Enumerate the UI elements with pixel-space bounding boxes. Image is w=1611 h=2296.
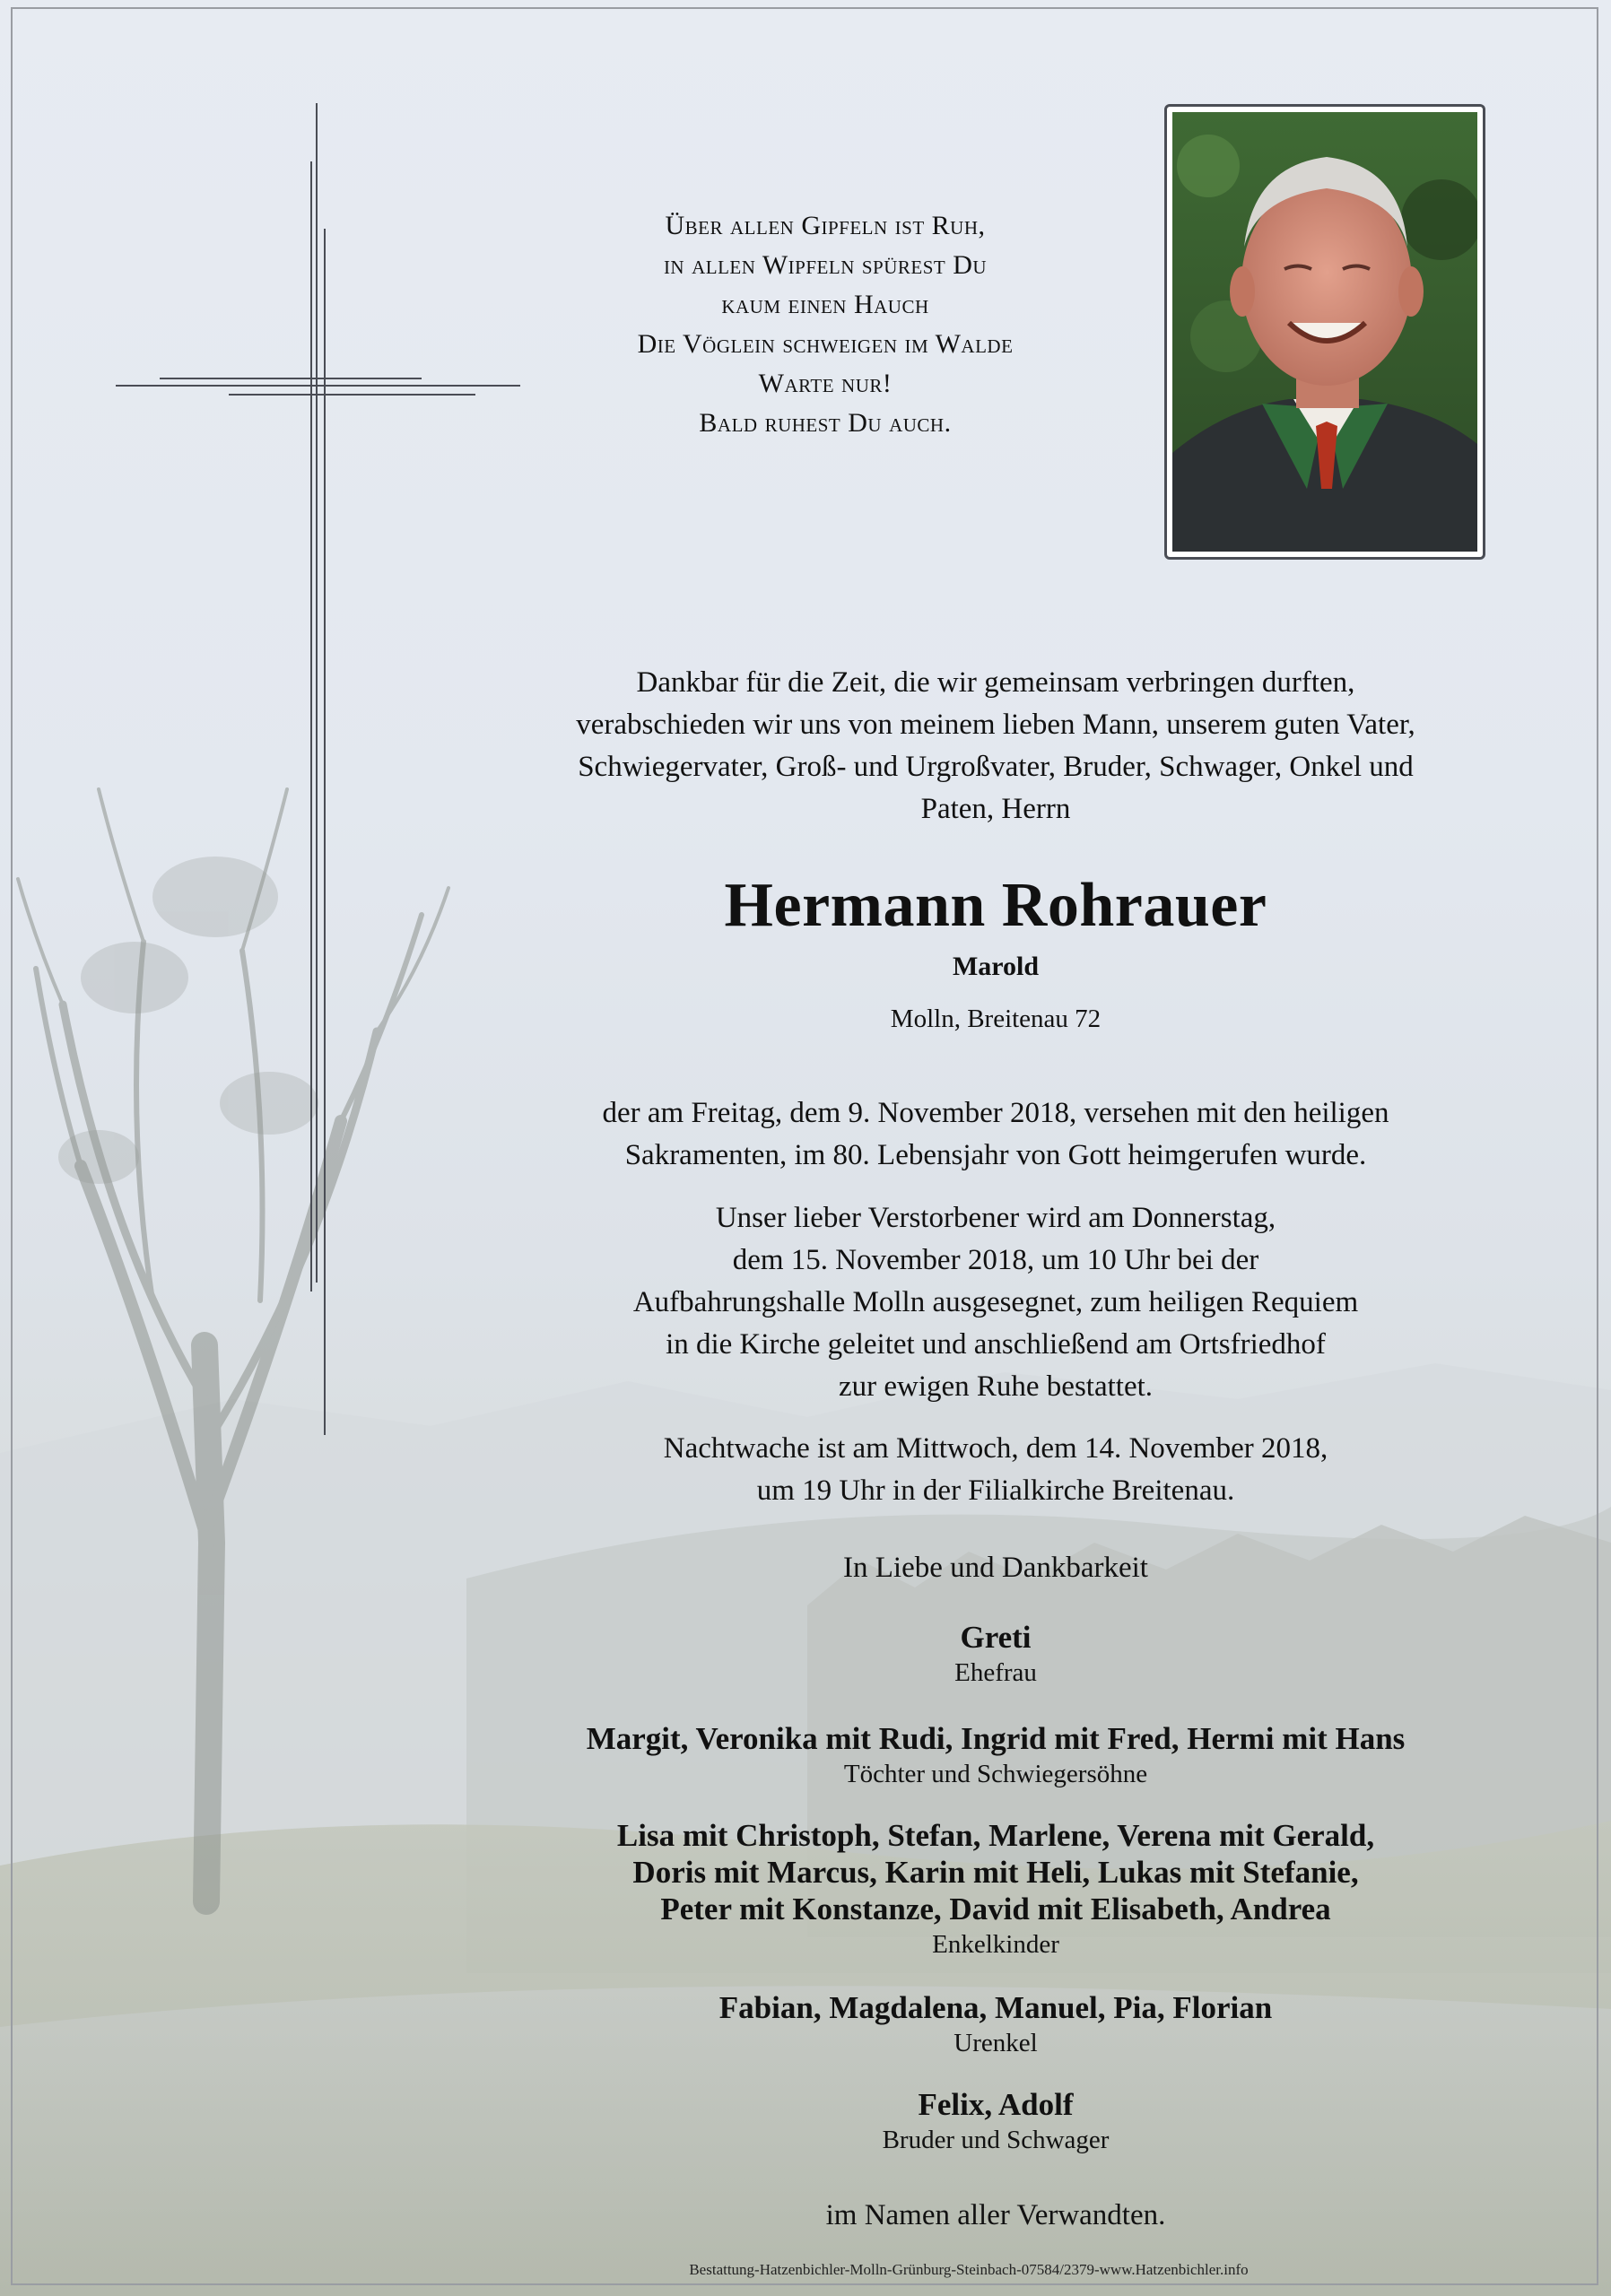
- family-group-siblings: [413, 2086, 1579, 2157]
- intro-line: Schwiegervater, Groß- und Urgroßvater, Bruder, Schwager, Onkel und: [578, 751, 1414, 783]
- deceased-address: Molln, Breitenau 72: [890, 1004, 1102, 1033]
- deceased-nickname: Marold: [952, 952, 1040, 981]
- family-group-great-grandchildren: [413, 1989, 1579, 2060]
- family-relation: Enkelkinder: [932, 1930, 1059, 1959]
- death-notice: [413, 1092, 1579, 1177]
- family-names: Greti: [960, 1620, 1032, 1655]
- poem-line: in allen Wipfeln spürest Du: [663, 250, 988, 280]
- family-relation: Urenkel: [954, 2029, 1038, 2057]
- intro-line: verabschieden wir uns von meinem lieben Mann, unserem guten Vater,: [576, 709, 1415, 741]
- poem: [502, 206, 1148, 443]
- funeral-line: Aufbahrungshalle Molln ausgesegnet, zum heiligen Requiem: [632, 1286, 1359, 1318]
- family-group-daughters: [413, 1720, 1579, 1791]
- poem-line: Warte nur!: [758, 369, 893, 398]
- poem-line: kaum einen Hauch: [721, 290, 929, 319]
- family-relation: Töchter und Schwiegersöhne: [843, 1760, 1148, 1788]
- intro-line: Dankbar für die Zeit, die wir gemeinsam verbringen durften,: [636, 666, 1355, 699]
- family-names: Fabian, Magdalena, Manuel, Pia, Florian: [718, 1990, 1273, 2025]
- intro-text: [413, 662, 1579, 831]
- family-group-wife: [413, 1619, 1579, 1690]
- funeral-line: in die Kirche geleitet und anschließend am Ortsfriedhof: [666, 1328, 1326, 1361]
- poem-line: Über allen Gipfeln ist Ruh,: [665, 211, 986, 240]
- family-names: Doris mit Marcus, Karin mit Heli, Lukas mit Stefanie,: [632, 1855, 1359, 1890]
- poem-line: Die Vöglein schweigen im Walde: [637, 329, 1014, 359]
- family-relation: Ehefrau: [954, 1658, 1037, 1687]
- intro-line: Paten, Herrn: [920, 793, 1071, 825]
- portrait-photo: [1164, 104, 1485, 560]
- death-line: Sakramenten, im 80. Lebensjahr von Gott heimgerufen wurde.: [624, 1139, 1367, 1171]
- poem-line: Bald ruhest Du auch.: [699, 408, 952, 438]
- death-line: der am Freitag, dem 9. November 2018, versehen mit den heiligen: [602, 1097, 1389, 1129]
- family-names: Peter mit Konstanze, David mit Elisabeth, Andrea: [660, 1892, 1331, 1926]
- love-line: In Liebe und Dankbarkeit: [843, 1552, 1148, 1584]
- family-names: Margit, Veronika mit Rudi, Ingrid mit Fred, Hermi mit Hans: [586, 1721, 1406, 1756]
- funeral-notice: [413, 1197, 1579, 1408]
- deceased-name: Hermann Rohrauer: [724, 871, 1267, 940]
- funeral-line: dem 15. November 2018, um 10 Uhr bei der: [732, 1244, 1259, 1276]
- wake-line: Nachtwache ist am Mittwoch, dem 14. November 2018,: [663, 1432, 1328, 1465]
- family-names: Felix, Adolf: [918, 2087, 1074, 2122]
- family-group-grandchildren: [413, 1817, 1579, 1961]
- wake-notice: [413, 1428, 1579, 1512]
- family-names: Lisa mit Christoph, Stefan, Marlene, Verena mit Gerald,: [616, 1818, 1375, 1853]
- family-relation: Bruder und Schwager: [882, 2126, 1110, 2154]
- closing-line: im Namen aller Verwandten.: [825, 2199, 1166, 2231]
- footer-credit: Bestattung-Hatzenbichler-Molln-Grünburg-Steinbach-07584/2379-www.Hatzenbichler.info: [689, 2261, 1249, 2278]
- wake-line: um 19 Uhr in der Filialkirche Breitenau.: [756, 1474, 1235, 1507]
- funeral-line: Unser lieber Verstorbener wird am Donnerstag,: [715, 1202, 1276, 1234]
- funeral-line: zur ewigen Ruhe bestattet.: [838, 1370, 1154, 1403]
- person-portrait-image: [1172, 112, 1477, 552]
